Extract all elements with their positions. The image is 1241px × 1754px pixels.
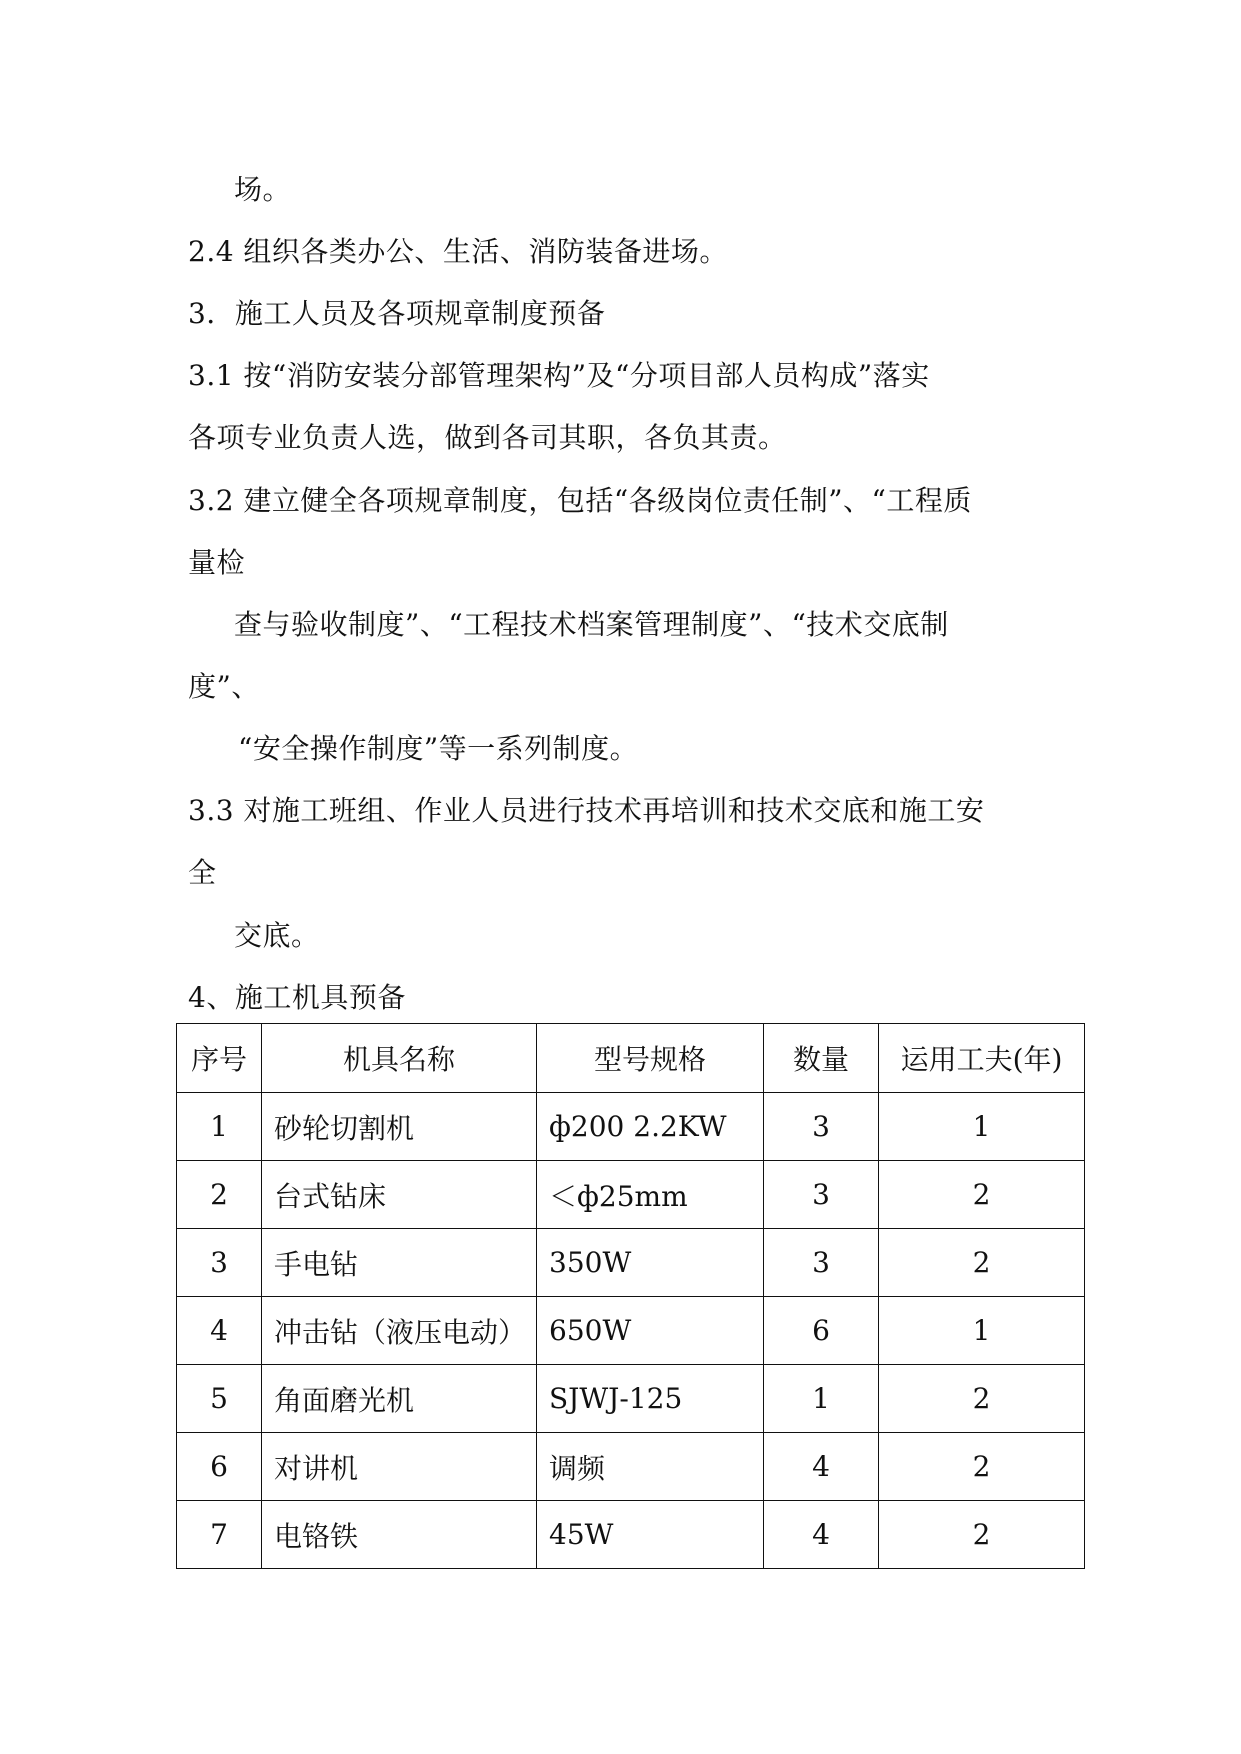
cell-index: 1 [177,1093,262,1161]
text-line: 场。 [234,173,292,206]
header-cell: 序号 [177,1024,262,1093]
cell-spec: 350W [537,1229,764,1297]
header-cell: 型号规格 [537,1024,764,1093]
cell-index: 3 [177,1229,262,1297]
cell-index: 2 [177,1161,262,1229]
table-row [177,1161,1085,1229]
cell-years: 2 [879,1433,1085,1501]
cell-name: 砂轮切割机 [262,1093,537,1161]
cell-spec: ф200 2.2KW [537,1093,764,1161]
cell-quantity: 4 [764,1501,879,1569]
cell-spec: SJWJ-125 [537,1365,764,1433]
cell-name: 电铬铁 [262,1501,537,1569]
cell-years: 2 [879,1501,1085,1569]
cell-years: 2 [879,1161,1085,1229]
text-line: 度”、 [188,670,260,703]
cell-years: 2 [879,1229,1085,1297]
text-line: 3.3 对施工班组、作业人员进行技术再培训和技术交底和施工安 [188,794,985,827]
cell-spec: 45W [537,1501,764,1569]
cell-quantity: 4 [764,1433,879,1501]
cell-name: 台式钻床 [262,1161,537,1229]
text-line: 3.1 按“消防安装分部管理架构”及“分项目部人员构成”落实 [188,359,930,392]
cell-quantity: 6 [764,1297,879,1365]
text-line: “安全操作制度”等一系列制度。 [238,732,639,765]
cell-quantity: 1 [764,1365,879,1433]
text-line: 2.4 组织各类办公、生活、消防装备进场。 [188,235,728,268]
table-row [177,1229,1085,1297]
cell-years: 2 [879,1365,1085,1433]
cell-spec: 650W [537,1297,764,1365]
header-cell: 运用工夫(年) [879,1024,1085,1093]
header-cell: 机具名称 [262,1024,537,1093]
cell-name: 对讲机 [262,1433,537,1501]
cell-spec: ＜ф25mm [537,1161,764,1229]
table-header-row [177,1024,1085,1093]
equipment-table [176,1023,1085,1569]
cell-index: 6 [177,1433,262,1501]
header-cell: 数量 [764,1024,879,1093]
table-row [177,1501,1085,1569]
section-heading: 3．施工人员及各项规章制度预备 [188,297,606,330]
cell-spec: 调频 [537,1433,764,1501]
text-line: 3.2 建立健全各项规章制度，包括“各级岗位责任制”、“工程质 [188,484,972,517]
cell-index: 4 [177,1297,262,1365]
cell-name: 手电钻 [262,1229,537,1297]
cell-years: 1 [879,1297,1085,1365]
cell-quantity: 3 [764,1093,879,1161]
section-heading: 4、施工机具预备 [188,981,406,1014]
text-line: 全 [188,856,217,889]
table-row [177,1365,1085,1433]
table-row [177,1297,1085,1365]
cell-index: 5 [177,1365,262,1433]
cell-index: 7 [177,1501,262,1569]
cell-name: 角面磨光机 [262,1365,537,1433]
cell-years: 1 [879,1093,1085,1161]
table-row [177,1093,1085,1161]
text-line: 查与验收制度”、“工程技术档案管理制度”、“技术交底制 [234,608,949,641]
text-line: 量检 [188,546,246,579]
text-line: 交底。 [234,919,320,952]
table-row [177,1433,1085,1501]
cell-quantity: 3 [764,1161,879,1229]
cell-name: 冲击钻（液压电动） [262,1297,537,1365]
text-line: 各项专业负责人选，做到各司其职，各负其责。 [188,421,787,454]
cell-quantity: 3 [764,1229,879,1297]
